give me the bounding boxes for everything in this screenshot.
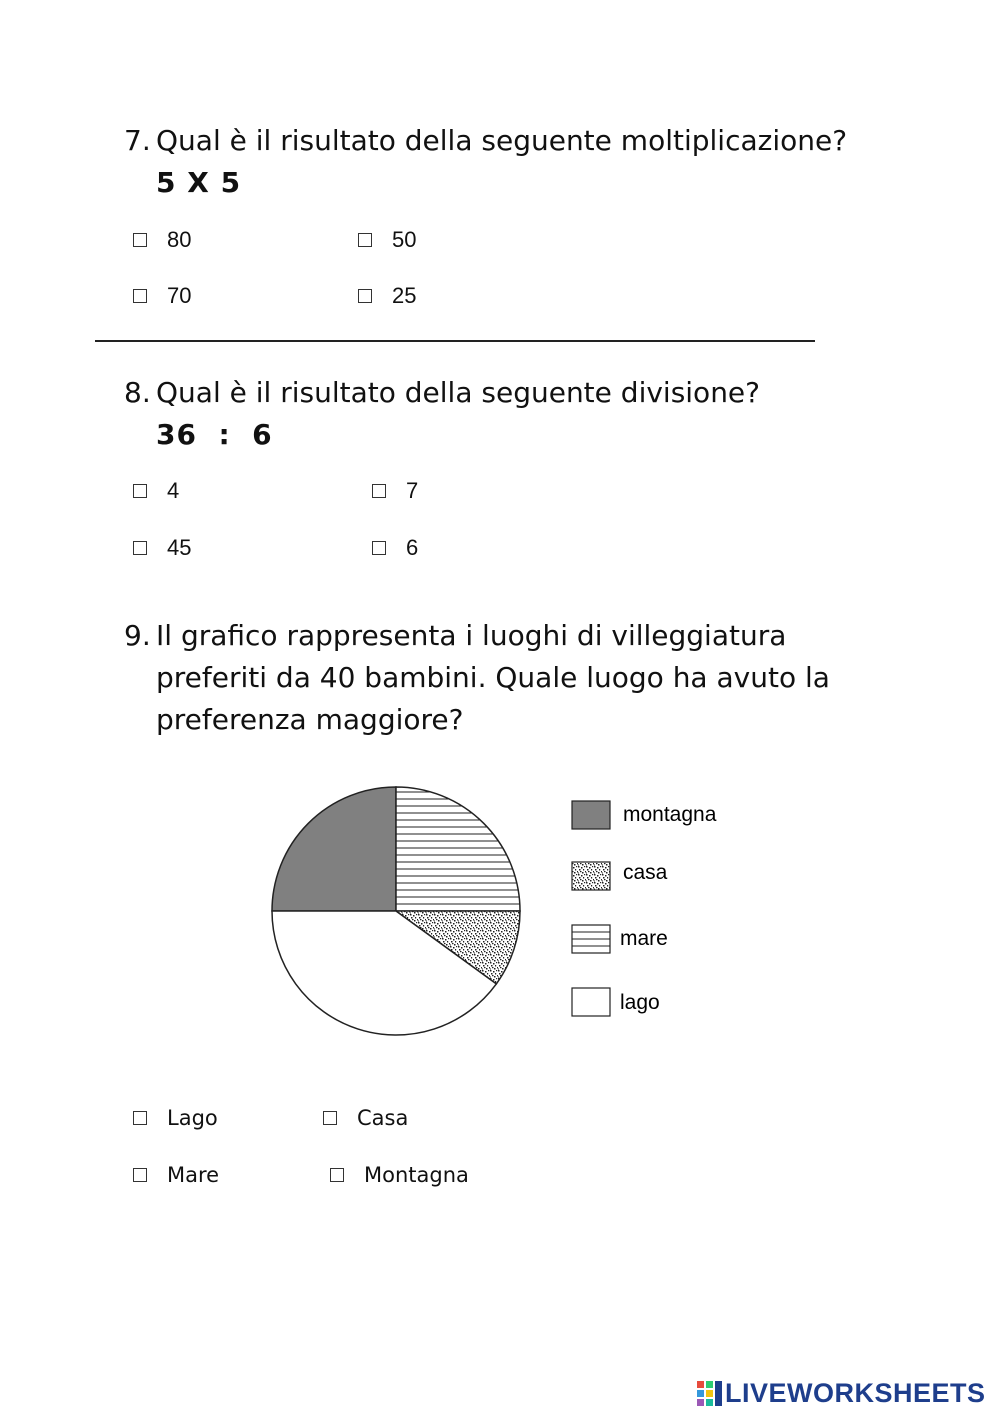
checkbox-icon[interactable]	[133, 233, 147, 247]
legend-label-mare: mare	[620, 927, 668, 950]
q7-option-1[interactable]	[133, 227, 191, 253]
checkbox-icon[interactable]	[133, 1111, 147, 1125]
checkbox-icon[interactable]	[372, 541, 386, 555]
legend-label-casa: casa	[623, 861, 668, 884]
q9-option-3[interactable]	[133, 1163, 219, 1187]
q8-option-3-label: 45	[167, 535, 192, 560]
q8-number: 8.	[124, 376, 151, 409]
q7-option-1-label: 80	[167, 227, 192, 252]
q8-option-1-label: 4	[167, 478, 180, 503]
checkbox-icon[interactable]	[330, 1168, 344, 1182]
legend-swatch-lago	[572, 988, 610, 1016]
q7-option-3[interactable]	[133, 283, 191, 309]
pie-slice-mare	[396, 787, 520, 911]
lw-logo-icon	[697, 1381, 723, 1407]
checkbox-icon[interactable]	[133, 1168, 147, 1182]
legend-label-montagna: montagna	[623, 803, 717, 826]
legend-label-lago: lago	[620, 991, 660, 1014]
pie-slice-montagna	[272, 787, 396, 911]
q8-option-2-label: 7	[406, 478, 419, 503]
pie-slices	[272, 787, 520, 1035]
checkbox-icon[interactable]	[133, 541, 147, 555]
legend-swatch-casa	[572, 862, 610, 890]
q8-option-2[interactable]	[372, 478, 418, 504]
q7-question: Qual è il risultato della seguente moltiplicazione?	[156, 124, 848, 157]
checkbox-icon[interactable]	[133, 484, 147, 498]
checkbox-icon[interactable]	[358, 289, 372, 303]
q8-question: Qual è il risultato della seguente divisione?	[156, 376, 761, 409]
q9-option-2-label: Casa	[357, 1106, 409, 1130]
q8-expression: 36 : 6	[156, 418, 273, 451]
q9-option-4-label: Montagna	[364, 1163, 469, 1187]
brand-name: LIVEWORKSHEETS	[725, 1378, 986, 1408]
q8-option-4[interactable]	[372, 535, 418, 561]
q9-option-2[interactable]	[323, 1106, 408, 1130]
q7-option-4[interactable]	[358, 283, 416, 309]
q8-option-4-label: 6	[406, 535, 419, 560]
checkbox-icon[interactable]	[372, 484, 386, 498]
q7-number: 7.	[124, 124, 151, 157]
legend-swatch-mare	[572, 925, 610, 953]
q8-option-3[interactable]	[133, 535, 191, 561]
q7-option-2-label: 50	[392, 227, 417, 252]
brand-footer	[697, 1378, 986, 1409]
checkbox-icon[interactable]	[323, 1111, 337, 1125]
q7-option-2[interactable]	[358, 227, 416, 253]
q9-option-3-label: Mare	[167, 1163, 220, 1187]
q9-number: 9.	[124, 619, 151, 652]
q7-expression: 5 X 5	[156, 166, 242, 199]
separator-line	[95, 340, 815, 342]
q8-option-1[interactable]	[133, 478, 179, 504]
q9-question: Il grafico rappresenta i luoghi di villeggiatura preferiti da 40 bambini. Quale luogo ha avuto la preferenza maggiore?	[156, 619, 830, 736]
q9-option-4[interactable]	[330, 1163, 469, 1187]
legend-swatch-montagna	[572, 801, 610, 829]
q9-option-1[interactable]	[133, 1106, 218, 1130]
q7-option-3-label: 70	[167, 283, 192, 308]
checkbox-icon[interactable]	[133, 289, 147, 303]
q9-option-1-label: Lago	[167, 1106, 218, 1130]
checkbox-icon[interactable]	[358, 233, 372, 247]
pie-chart	[250, 770, 770, 1070]
q7-option-4-label: 25	[392, 283, 417, 308]
